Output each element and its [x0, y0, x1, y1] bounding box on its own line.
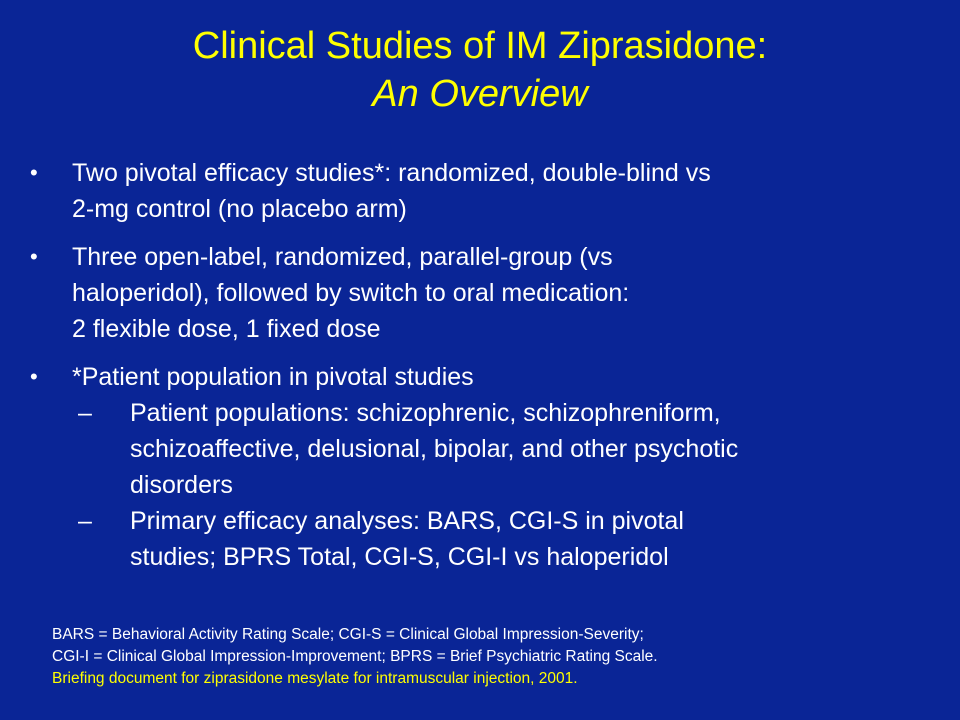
sub-bullet-marker: –: [78, 399, 92, 427]
bullet-text-line: Two pivotal efficacy studies*: randomized, double-blind vs: [72, 159, 711, 187]
sub-bullet-text-line: Patient populations: schizophrenic, schizophreniform,: [130, 399, 721, 427]
title-subtitle: An Overview: [372, 73, 588, 115]
bullet-text-line: haloperidol), followed by switch to oral medication:: [72, 279, 630, 307]
bullet-text-line: 2 flexible dose, 1 fixed dose: [72, 315, 381, 343]
bullet-text-line: 2-mg control (no placebo arm): [72, 195, 407, 223]
bullet-item: [30, 359, 930, 395]
footnote-source: Briefing document for ziprasidone mesylate for intramuscular injection, 2001.: [52, 670, 578, 687]
bullet-list: [30, 155, 930, 575]
sub-bullet-item: [30, 395, 930, 503]
bullet-item: [30, 155, 930, 227]
bullet-marker: •: [30, 160, 38, 185]
bullet-item: [30, 239, 930, 347]
footnote-line: CGI-I = Clinical Global Impression-Improvement; BPRS = Brief Psychiatric Rating Scale.: [52, 648, 658, 665]
sub-bullet-text-line: disorders: [130, 471, 233, 499]
sub-bullet-marker: –: [78, 507, 92, 535]
slide-title: [0, 22, 960, 118]
bullet-marker: •: [30, 244, 38, 269]
footnote-line: BARS = Behavioral Activity Rating Scale; CGI-S = Clinical Global Impression-Severity;: [52, 626, 644, 643]
bullet-text-line: Three open-label, randomized, parallel-group (vs: [72, 243, 613, 271]
sub-bullet-text-line: schizoaffective, delusional, bipolar, and other psychotic: [130, 435, 739, 463]
sub-bullet-text-line: Primary efficacy analyses: BARS, CGI-S in pivotal: [130, 507, 684, 535]
sub-bullet-item: [30, 503, 930, 575]
sub-bullet-text-line: studies; BPRS Total, CGI-S, CGI-I vs haloperidol: [130, 543, 669, 571]
bullet-text-line: *Patient population in pivotal studies: [72, 363, 474, 391]
bullet-marker: •: [30, 364, 38, 389]
footnote: [52, 624, 658, 690]
title-main: Clinical Studies of IM Ziprasidone:: [192, 25, 768, 67]
